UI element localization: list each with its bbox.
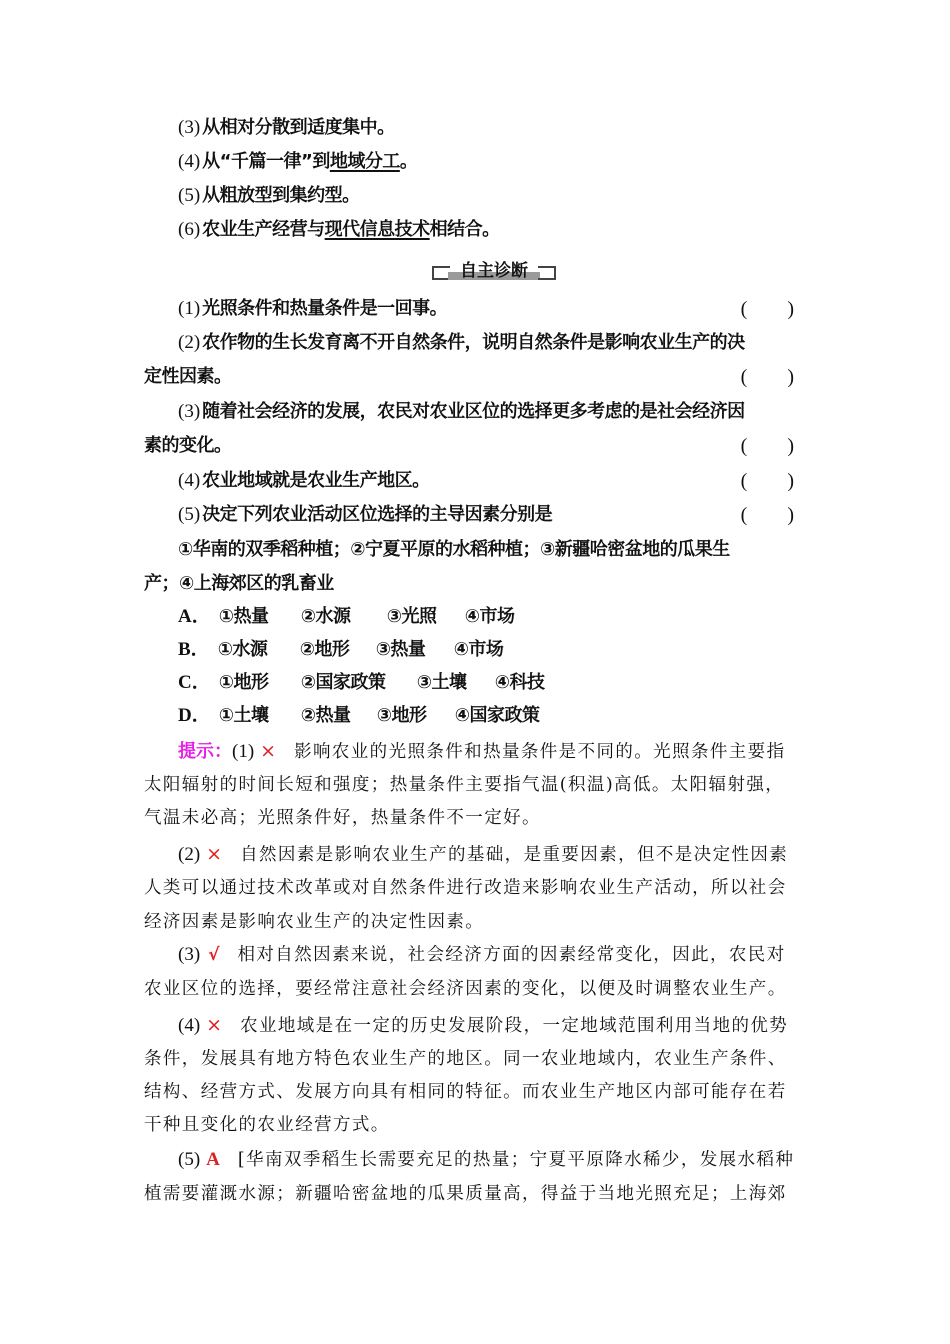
hint-4-cont: 条件，发展具有地方特色农业生产的地区。同一农业地域内，农业生产条件、 bbox=[144, 1049, 787, 1069]
underlined-term: 地域分工 bbox=[329, 151, 400, 172]
question-5-stem: ①华南的双季稻种植；②宁夏平原的水稻种植；③新疆哈密盆地的瓜果生 bbox=[178, 539, 730, 560]
question-5-stem-cont: 产；④上海郊区的乳畜业 bbox=[144, 573, 334, 594]
question-3: (3) 随着社会经济的发展，农民对农业区位的选择更多考虑的是社会经济因 bbox=[178, 401, 745, 422]
hint-2-cont: 人类可以通过技术改革或对自然条件进行改造来影响农业生产活动，所以社会 bbox=[144, 878, 787, 898]
question-4: (4) 农业地域就是农业生产地区。 ( ) bbox=[178, 464, 808, 498]
option-c[interactable]: C． ①地形 ②国家政策 ③土壤 ④科技 bbox=[178, 672, 545, 693]
question-5: (5) 决定下列农业活动区位选择的主导因素分别是 ( ) bbox=[178, 498, 808, 532]
hint-2-cont: 经济因素是影响农业生产的决定性因素。 bbox=[144, 912, 485, 932]
answer-blank: ( ) bbox=[740, 435, 794, 457]
answer-blank: ( ) bbox=[740, 366, 794, 388]
question-2: (2) 农作物的生长发育离不开自然条件，说明自然条件是影响农业生产的决 bbox=[178, 332, 745, 353]
answer-blank: ( ) bbox=[740, 470, 794, 492]
hint-1-cont: 太阳辐射的时间长短和强度；热量条件主要指气温(积温)高低。太阳辐射强， bbox=[144, 775, 785, 795]
question-1: (1) 光照条件和热量条件是一回事。 ( ) bbox=[178, 292, 808, 326]
hint-3: (3) √ 相对自然因素来说，社会经济方面的因素经常变化，因此，农民对 bbox=[178, 944, 786, 965]
hint-label: 提示： bbox=[178, 741, 232, 762]
wrong-mark-icon: × bbox=[206, 1014, 223, 1036]
hint-4: (4) × 农业地域是在一定的历史发展阶段，一定地域范围利用当地的优势 bbox=[178, 1014, 789, 1036]
wrong-mark-icon: × bbox=[206, 843, 223, 865]
intro-point-6: (6) 农业生产经营与现代信息技术相结合。 bbox=[178, 219, 500, 240]
intro-point-5: (5) 从粗放型到集约型。 bbox=[178, 185, 360, 206]
answer-blank: ( ) bbox=[740, 298, 794, 320]
section-title-self-diagnosis: 自主诊断 bbox=[432, 258, 556, 282]
answer-blank: ( ) bbox=[740, 504, 794, 526]
intro-point-3: (3) 从相对分散到适度集中。 bbox=[178, 117, 395, 138]
answer-mark: A bbox=[206, 1149, 220, 1170]
hint-3-cont: 农业区位的选择，要经常注意社会经济因素的变化，以便及时调整农业生产。 bbox=[144, 979, 787, 999]
wrong-mark-icon: × bbox=[260, 740, 277, 762]
question-3-cont: 素的变化。 ( ) bbox=[144, 429, 808, 463]
option-b[interactable]: B． ①水源 ②地形 ③热量 ④市场 bbox=[178, 639, 504, 660]
hint-1: 提示：(1) × 影响农业的光照条件和热量条件是不同的。光照条件主要指 bbox=[178, 740, 786, 762]
underlined-term: 现代信息技术 bbox=[324, 219, 430, 240]
hint-1-cont: 气温未必高；光照条件好，热量条件不一定好。 bbox=[144, 808, 541, 828]
hint-4-cont: 结构、经营方式、发展方向具有相同的特征。而农业生产地区内部可能存在若 bbox=[144, 1082, 787, 1102]
hint-2: (2) × 自然因素是影响农业生产的基础，是重要因素，但不是决定性因素 bbox=[178, 843, 789, 865]
hint-5-cont: 植需要灌溉水源；新疆哈密盆地的瓜果质量高，得益于当地光照充足；上海郊 bbox=[144, 1184, 787, 1204]
hint-4-cont: 干种且变化的农业经营方式。 bbox=[144, 1115, 390, 1135]
check-mark-icon: √ bbox=[208, 945, 220, 965]
option-a[interactable]: A． ①热量 ②水源 ③光照 ④市场 bbox=[178, 606, 515, 627]
option-d[interactable]: D． ①土壤 ②热量 ③地形 ④国家政策 bbox=[178, 705, 540, 726]
hint-5: (5) A [华南双季稻生长需要充足的热量；宁夏平原降水稀少，发展水稻种 bbox=[178, 1149, 795, 1170]
question-2-cont: 定性因素。 ( ) bbox=[144, 360, 808, 394]
intro-point-4: (4) 从“千篇一律”到地域分工。 bbox=[178, 151, 418, 172]
